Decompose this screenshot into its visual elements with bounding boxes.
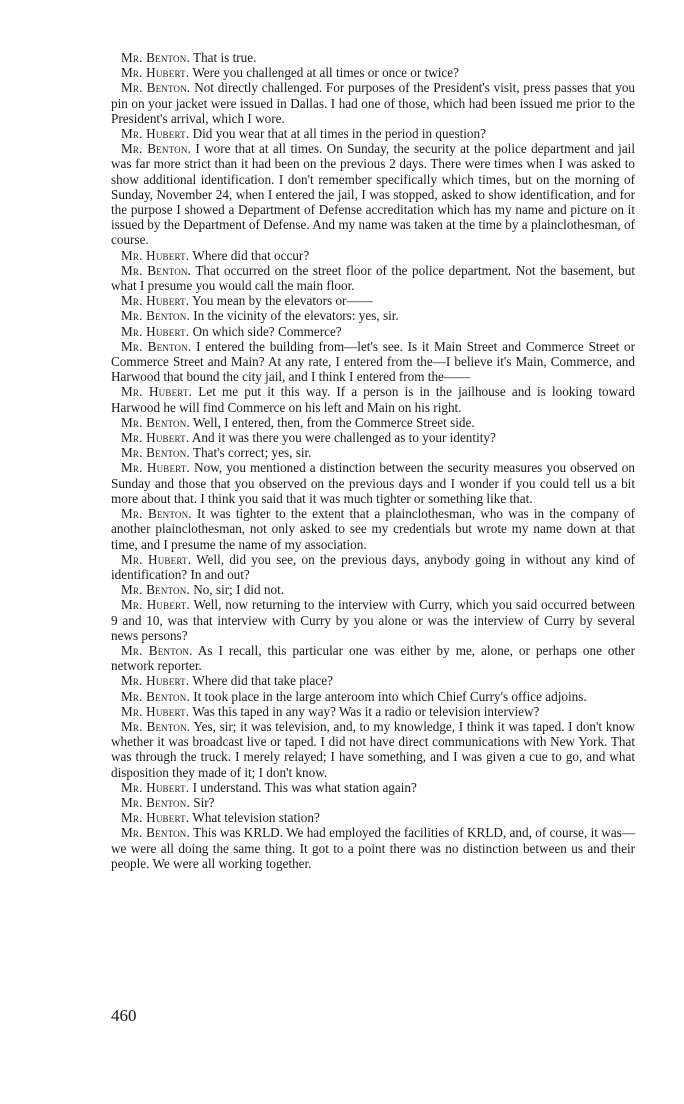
speech-text: As I recall, this particular one was either by me, alone, or perhaps one other network reporter. <box>111 642 635 674</box>
speaker-label: Mr. Hubert. <box>121 597 190 613</box>
testimony-paragraph <box>111 810 635 825</box>
speaker-label: Mr. Hubert. <box>121 673 190 689</box>
testimony-paragraph <box>111 126 635 141</box>
speaker-label: Mr. Hubert. <box>121 323 190 339</box>
speech-text: And it was there you were challenged as to your identity? <box>191 430 496 446</box>
speaker-label: Mr. Benton. <box>121 141 192 157</box>
speaker-label: Mr. Benton. <box>121 794 190 810</box>
speaker-label: Mr. Hubert. <box>121 384 193 400</box>
speaker-label: Mr. Hubert. <box>121 810 190 826</box>
testimony-paragraph <box>111 552 635 582</box>
speech-text: Well, did you see, on the previous days, anybody going in without any kind of identification? In and out? <box>111 551 635 582</box>
speech-text: In the vicinity of the elevators: yes, sir. <box>193 308 399 324</box>
speaker-label: Mr. Benton. <box>121 50 190 65</box>
speech-text: That occurred on the street floor of the police department. Not the basement, but what I presume you would call the main floor. <box>111 262 635 294</box>
speech-text: It was tighter to the extent that a plainclothesman, who was in the company of another plainclothesman, not only asked to see my credentials but wrote my name down at that time, and I presume the name of my association. <box>111 506 635 552</box>
testimony-paragraph <box>111 384 635 414</box>
speech-text: Not directly challenged. For purposes of the President's visit, press passes that you pin on your jacket were issued in Dallas. I had one of those, which had been issued me prior to the President's arrival, which I wore. <box>111 80 636 126</box>
speaker-label: Mr. Benton. <box>121 262 192 278</box>
speaker-label: Mr. Hubert. <box>121 703 190 719</box>
speech-text: Were you challenged at all times or once or twice? <box>192 65 459 81</box>
testimony-text <box>111 50 635 871</box>
speech-text: I entered the building from—let's see. Is it Main Street and Commerce Street or Commerce Street and Main? At any rate, I entered from the—I believe it's Main, Commerce, and Harwood that bound the city jail, and I think I entered from the—— <box>111 338 635 385</box>
testimony-paragraph <box>111 825 635 871</box>
speech-text: Where did that occur? <box>192 247 310 263</box>
speaker-label: Mr. Benton. <box>121 80 191 96</box>
speech-text: That's correct; yes, sir. <box>193 445 312 461</box>
speaker-label: Mr. Benton. <box>121 338 192 354</box>
testimony-paragraph <box>111 50 635 65</box>
speaker-label: Mr. Hubert. <box>121 430 190 446</box>
testimony-paragraph <box>111 263 635 293</box>
speech-text: What television station? <box>192 810 320 826</box>
testimony-paragraph <box>111 430 635 445</box>
speech-text: It took place in the large anteroom into which Chief Curry's office adjoins. <box>193 688 587 704</box>
speaker-label: Mr. Hubert. <box>121 247 190 263</box>
speaker-label: Mr. Benton. <box>121 825 191 841</box>
testimony-paragraph <box>111 65 635 80</box>
speaker-label: Mr. Benton. <box>121 506 192 522</box>
testimony-paragraph <box>111 324 635 339</box>
speech-text: Was this taped in any way? Was it a radio or television interview? <box>192 703 540 719</box>
speaker-label: Mr. Hubert. <box>121 126 190 142</box>
testimony-paragraph <box>111 445 635 460</box>
testimony-paragraph <box>111 795 635 810</box>
speaker-label: Mr. Hubert. <box>121 293 190 309</box>
speech-text: Now, you mentioned a distinction between the security measures you observed on Sunday and those that you observed on the previous days and I wonder if you could tell us a bit more about that. I think you said that it was much tighter or something like that. <box>111 460 635 506</box>
testimony-paragraph <box>111 415 635 430</box>
testimony-paragraph <box>111 582 635 597</box>
testimony-paragraph <box>111 506 635 552</box>
testimony-paragraph <box>111 597 635 643</box>
testimony-paragraph <box>111 141 635 247</box>
speech-text: This was KRLD. We had employed the facilities of KRLD, and, of course, it was—we were all doing the same thing. It got to a point there was no distinction between us and their people. We were all working together. <box>111 825 636 871</box>
testimony-paragraph <box>111 719 635 780</box>
speaker-label: Mr. Benton. <box>121 718 191 734</box>
speaker-label: Mr. Benton. <box>121 642 193 658</box>
speech-text: You mean by the elevators or—— <box>192 293 373 309</box>
speaker-label: Mr. Benton. <box>121 445 190 461</box>
speech-text: On which side? Commerce? <box>192 323 342 339</box>
testimony-paragraph <box>111 704 635 719</box>
testimony-paragraph <box>111 80 635 126</box>
speaker-label: Mr. Hubert. <box>121 551 192 567</box>
speech-text: Sir? <box>193 794 215 810</box>
speech-text: Did you wear that at all times in the period in question? <box>192 126 486 142</box>
speaker-label: Mr. Benton. <box>121 308 190 324</box>
testimony-paragraph <box>111 780 635 795</box>
speaker-label: Mr. Hubert. <box>121 460 191 476</box>
speaker-label: Mr. Benton. <box>121 582 190 598</box>
speech-text: Where did that take place? <box>192 673 333 689</box>
page-number: 460 <box>111 1006 137 1025</box>
speech-text: Well, now returning to the interview with Curry, which you said occurred between 9 and 10, was that interview with Curry by you alone or was the interview of Curry by several news persons? <box>111 597 635 643</box>
speech-text: Yes, sir; it was television, and, to my knowledge, I think it was taped. I don't know whether it was broadcast live or taped. I did not have direct communications with New York. That was through the truck. I merely relayed; I have something, and I was given a cue to go, and what disposition they made of it; I don't know. <box>111 718 636 780</box>
speech-text: That is true. <box>193 50 257 65</box>
speaker-label: Mr. Benton. <box>121 688 190 704</box>
speech-text: Let me put it this way. If a person is in the jailhouse and is looking toward Harwood he will find Commerce on his left and Main on his right. <box>111 384 636 415</box>
testimony-paragraph <box>111 339 635 385</box>
testimony-paragraph <box>111 308 635 323</box>
speaker-label: Mr. Benton. <box>121 414 190 430</box>
testimony-paragraph <box>111 673 635 688</box>
speech-text: Well, I entered, then, from the Commerce Street side. <box>193 414 475 430</box>
testimony-paragraph <box>111 248 635 263</box>
speech-text: No, sir; I did not. <box>193 582 285 598</box>
testimony-paragraph <box>111 643 635 673</box>
speech-text: I understand. This was what station again? <box>192 779 417 795</box>
speech-text: I wore that at all times. On Sunday, the security at the police department and jail was far more strict than it had been on the previous 2 days. There were times when I was asked to show additional identification. I don't remember specifically which times, but on the morning of Sunday, November 24, when I entered the jail, I was stopped, asked to show identification, and for the purpose I showed a Department of Defense accreditation which has my name and picture on it issued by the Department of Defense. And my name was taken at the time by a plainclothesman, of course. <box>111 141 636 248</box>
speaker-label: Mr. Hubert. <box>121 779 190 795</box>
testimony-paragraph <box>111 293 635 308</box>
speaker-label: Mr. Hubert. <box>121 65 190 81</box>
testimony-paragraph <box>111 460 635 506</box>
testimony-paragraph <box>111 689 635 704</box>
